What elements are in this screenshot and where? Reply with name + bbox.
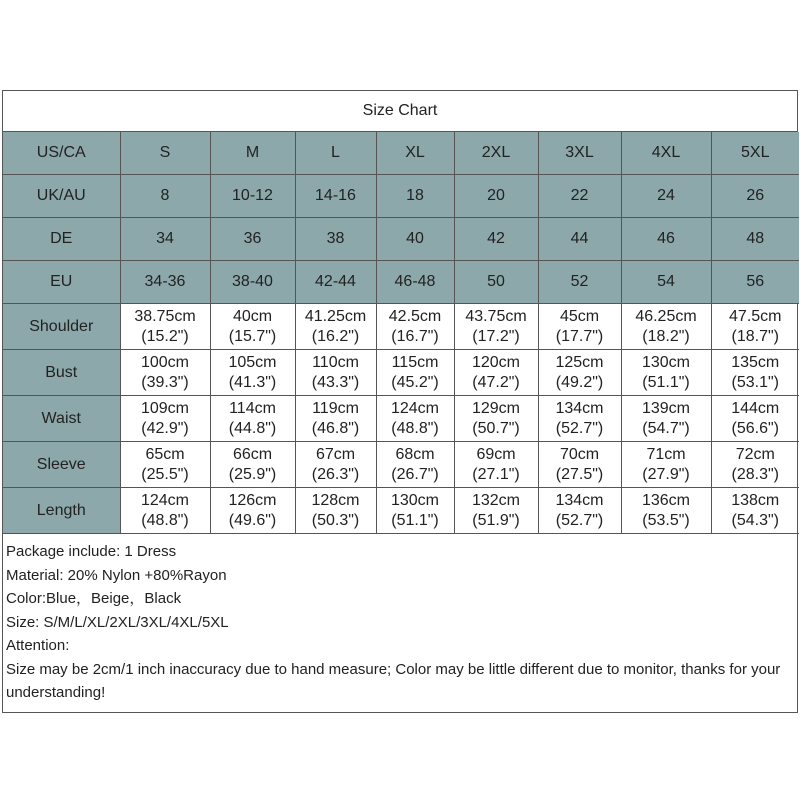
- inch-value: (51.1"): [391, 511, 439, 529]
- size-cell: 46-48: [376, 261, 454, 304]
- size-note: Size: S/M/L/XL/2XL/3XL/4XL/5XL: [6, 613, 229, 631]
- inch-value: (54.7"): [642, 419, 690, 437]
- measurement-cell: [711, 442, 799, 488]
- inch-value: (25.5"): [141, 465, 189, 483]
- measurement-cell: [295, 304, 376, 350]
- inch-value: (48.8"): [391, 419, 439, 437]
- cm-value: 119cm: [312, 399, 359, 417]
- cm-value: 45cm: [559, 307, 600, 325]
- measurement-row: [3, 488, 799, 534]
- cm-value: 134cm: [555, 491, 604, 509]
- measurement-cell: [376, 396, 454, 442]
- measurement-cell: [120, 304, 210, 350]
- size-chart-table: [3, 132, 799, 534]
- measurement-cell: [210, 350, 295, 396]
- inch-value: (41.3"): [228, 373, 277, 391]
- inch-value: (18.2"): [642, 327, 690, 345]
- measurement-cell: [120, 396, 210, 442]
- cm-value: 126cm: [228, 491, 277, 509]
- size-cell: L: [295, 132, 376, 175]
- size-cell: 34: [120, 218, 210, 261]
- cm-value: 110cm: [312, 353, 359, 371]
- measurement-cell: [295, 350, 376, 396]
- cm-value: 38.75cm: [134, 307, 196, 325]
- inch-value: (39.3"): [141, 373, 189, 391]
- measurement-cell: [376, 304, 454, 350]
- size-cell: 22: [538, 175, 621, 218]
- cm-value: 144cm: [731, 399, 780, 417]
- size-cell: 8: [120, 175, 210, 218]
- measurement-cell: [538, 304, 621, 350]
- measurement-row: [3, 304, 799, 350]
- measurement-cell: [711, 396, 799, 442]
- measurement-cell: [210, 442, 295, 488]
- inch-value: (50.3"): [311, 511, 360, 529]
- cm-value: 139cm: [641, 399, 691, 417]
- inch-value: (27.1"): [472, 465, 520, 483]
- measurement-cell: [621, 442, 711, 488]
- inch-value: (50.7"): [472, 419, 520, 437]
- cm-value: 72cm: [735, 445, 775, 463]
- inch-value: (51.9"): [472, 511, 520, 529]
- measurement-cell: [454, 304, 538, 350]
- cm-value: 70cm: [559, 445, 600, 463]
- size-cell: 2XL: [454, 132, 538, 175]
- measurement-cell: [538, 488, 621, 534]
- size-cell: 4XL: [621, 132, 711, 175]
- cm-value: 130cm: [641, 353, 691, 371]
- size-cell: 50: [454, 261, 538, 304]
- size-cell: 26: [711, 175, 799, 218]
- measurement-cell: [210, 396, 295, 442]
- measurement-row: [3, 442, 799, 488]
- measurement-cell: [120, 350, 210, 396]
- measurement-cell: [538, 442, 621, 488]
- measurement-cell: [376, 488, 454, 534]
- inch-value: (46.8"): [311, 419, 360, 437]
- inch-value: (49.6"): [228, 511, 277, 529]
- measurement-cell: [120, 442, 210, 488]
- size-cell: 10-12: [210, 175, 295, 218]
- inch-value: (25.9"): [228, 465, 277, 483]
- cm-value: 124cm: [140, 491, 190, 509]
- size-cell: 38-40: [210, 261, 295, 304]
- measurement-row: [3, 350, 799, 396]
- size-cell: 34-36: [120, 261, 210, 304]
- inch-value: (53.1"): [731, 373, 779, 391]
- size-chart-sheet: [2, 90, 798, 713]
- inch-value: (49.2"): [555, 373, 604, 391]
- package-note: Package include: 1 Dress: [6, 543, 177, 560]
- cm-value: 138cm: [731, 491, 780, 509]
- size-cell: 18: [376, 175, 454, 218]
- size-cell: 36: [210, 218, 295, 261]
- inch-value: (47.2"): [472, 373, 520, 391]
- cm-value: 120cm: [471, 353, 521, 371]
- cm-value: 46.25cm: [635, 307, 697, 325]
- measurement-cell: [454, 396, 538, 442]
- inch-value: (53.5"): [642, 511, 690, 529]
- cm-value: 132cm: [471, 491, 521, 509]
- measurement-cell: [711, 304, 799, 350]
- measurement-cell: [295, 488, 376, 534]
- inch-value: (42.9"): [141, 419, 189, 437]
- measurement-row: [3, 396, 799, 442]
- measurement-cell: [711, 350, 799, 396]
- measurement-cell: [454, 442, 538, 488]
- attention-heading: Attention:: [6, 637, 70, 654]
- inch-value: (56.6"): [731, 419, 779, 437]
- inch-value: (48.8"): [141, 511, 189, 529]
- inch-value: (27.5"): [555, 465, 604, 483]
- measurement-label: Sleeve: [3, 442, 120, 488]
- measurement-cell: [295, 442, 376, 488]
- inch-value: (17.7"): [555, 327, 604, 345]
- size-cell: 20: [454, 175, 538, 218]
- inch-value: (45.2"): [391, 373, 439, 391]
- size-cell: 48: [711, 218, 799, 261]
- cm-value: 134cm: [555, 399, 604, 417]
- size-cell: 3XL: [538, 132, 621, 175]
- inch-value: (44.8"): [228, 419, 277, 437]
- size-cell: 52: [538, 261, 621, 304]
- size-cell: 42: [454, 218, 538, 261]
- cm-value: 135cm: [731, 353, 780, 371]
- cm-value: 128cm: [311, 491, 360, 509]
- size-cell: M: [210, 132, 295, 175]
- row-label: EU: [3, 261, 120, 304]
- measurement-cell: [621, 488, 711, 534]
- row-label: DE: [3, 218, 120, 261]
- inch-value: (15.7"): [228, 327, 277, 345]
- measurement-cell: [621, 396, 711, 442]
- measurement-cell: [210, 488, 295, 534]
- measurement-label: Shoulder: [3, 304, 120, 350]
- inch-value: (43.3"): [311, 373, 360, 391]
- inch-value: (16.2"): [311, 327, 360, 345]
- cm-value: 41.25cm: [304, 307, 367, 325]
- size-chart-title: Size Chart: [3, 91, 797, 132]
- size-row: [3, 175, 799, 218]
- size-cell: 44: [538, 218, 621, 261]
- cm-value: 68cm: [395, 445, 435, 463]
- measurement-label: Bust: [3, 350, 120, 396]
- measurement-cell: [454, 350, 538, 396]
- cm-value: 71cm: [646, 445, 686, 463]
- size-row: [3, 218, 799, 261]
- size-cell: 14-16: [295, 175, 376, 218]
- product-notes: [3, 534, 797, 705]
- cm-value: 124cm: [390, 399, 440, 417]
- inch-value: (51.1"): [642, 373, 690, 391]
- cm-value: 115cm: [391, 353, 439, 371]
- cm-value: 65cm: [145, 445, 185, 463]
- cm-value: 67cm: [315, 445, 356, 463]
- inch-value: (18.7"): [731, 327, 779, 345]
- color-note: Color:Blue，Beige，Black: [6, 590, 182, 607]
- cm-value: 43.75cm: [465, 307, 527, 325]
- row-label: US/CA: [3, 132, 120, 175]
- cm-value: 114cm: [229, 399, 276, 417]
- cm-value: 129cm: [471, 399, 521, 417]
- cm-value: 69cm: [476, 445, 516, 463]
- inch-value: (15.2"): [141, 327, 189, 345]
- inch-value: (17.2"): [472, 327, 520, 345]
- inch-value: (28.3"): [731, 465, 779, 483]
- material-note: Material: 20% Nylon +80%Rayon: [6, 566, 227, 584]
- cm-value: 125cm: [555, 353, 604, 371]
- size-chart-body: [3, 132, 799, 534]
- inch-value: (26.7"): [391, 465, 439, 483]
- inch-value: (27.9"): [642, 465, 690, 483]
- cm-value: 47.5cm: [729, 307, 782, 325]
- measurement-cell: [538, 350, 621, 396]
- cm-value: 66cm: [232, 445, 273, 463]
- measurement-label: Waist: [3, 396, 120, 442]
- size-row: [3, 132, 799, 175]
- measurement-label: Length: [3, 488, 120, 534]
- size-cell: XL: [376, 132, 454, 175]
- size-cell: 5XL: [711, 132, 799, 175]
- inch-value: (54.3"): [731, 511, 779, 529]
- measurement-cell: [295, 396, 376, 442]
- measurement-cell: [711, 488, 799, 534]
- size-cell: 46: [621, 218, 711, 261]
- measurement-cell: [376, 350, 454, 396]
- size-cell: 56: [711, 261, 799, 304]
- inch-value: (52.7"): [555, 419, 604, 437]
- measurement-cell: [621, 350, 711, 396]
- measurement-cell: [210, 304, 295, 350]
- measurement-cell: [538, 396, 621, 442]
- measurement-cell: [621, 304, 711, 350]
- measurement-cell: [454, 488, 538, 534]
- inch-value: (52.7"): [555, 511, 604, 529]
- inch-value: (26.3"): [311, 465, 360, 483]
- size-cell: S: [120, 132, 210, 175]
- size-cell: 38: [295, 218, 376, 261]
- size-cell: 40: [376, 218, 454, 261]
- size-cell: 42-44: [295, 261, 376, 304]
- cm-value: 136cm: [641, 491, 691, 509]
- size-cell: 54: [621, 261, 711, 304]
- disclaimer-note: Size may be 2cm/1 inch inaccuracy due to hand measure; Color may be little different due to monitor, thanks for your understanding!: [6, 660, 781, 701]
- cm-value: 100cm: [140, 353, 190, 371]
- cm-value: 109cm: [140, 399, 190, 417]
- size-cell: 24: [621, 175, 711, 218]
- cm-value: 40cm: [232, 307, 273, 325]
- measurement-cell: [120, 488, 210, 534]
- size-row: [3, 261, 799, 304]
- row-label: UK/AU: [3, 175, 120, 218]
- cm-value: 105cm: [228, 353, 277, 371]
- cm-value: 130cm: [390, 491, 440, 509]
- cm-value: 42.5cm: [388, 307, 442, 325]
- inch-value: (16.7"): [391, 327, 439, 345]
- measurement-cell: [376, 442, 454, 488]
